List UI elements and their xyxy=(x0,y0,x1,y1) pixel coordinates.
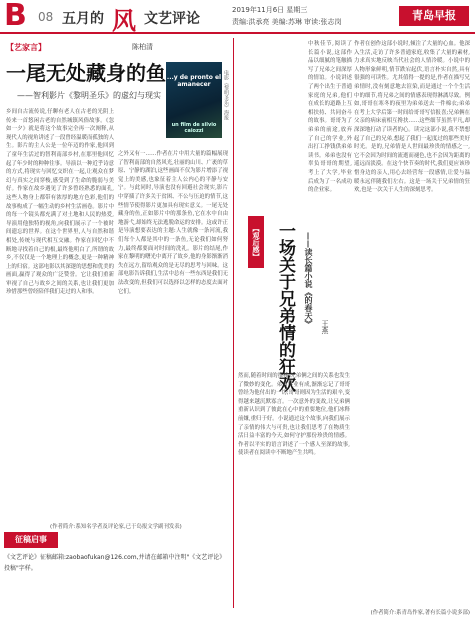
right-article-column-1: 中秋佳节,阅读了长篇小说,这部作品以细腻的笔触描写了兄弟之间深厚的情谊。小说讲述了两个出生于普通家庭的兄弟,他们在成长的道路上互相扶持、共同奋斗的故事。哥哥为了弟弟的前途,放弃了自己的学业,外出打工挣钱供弟弟读书。弟弟也没有辜负哥哥的期望,考上了大学,毕业后成为了一名成功的企业家。 xyxy=(308,41,352,194)
right-article-author: 王燕 xyxy=(321,320,329,334)
article-title: 一尾无处藏身的鱼 xyxy=(6,61,166,85)
article-tag: 【艺家言】 xyxy=(6,43,46,52)
call-for-submissions xyxy=(4,532,230,584)
page-name: 五月的 xyxy=(62,11,104,27)
article-author: 陈柏清 xyxy=(132,43,153,51)
notice-label: 征稿启事 xyxy=(4,532,58,548)
poster-credit: un film de silvio caiozzi xyxy=(171,122,217,134)
right-article-subtitle: ——读长篇小说《的春天》 xyxy=(304,232,313,328)
section-letter: B xyxy=(4,0,27,33)
article-body-column-2: 之外又有一……作者在片中用大量的篇幅展现了智利南部的自然风光,壮丽的山川、广袤的草原、宁静的湖泊,这些画面不仅为影片增添了视觉上的美感,也象征着主人公内心的平静与安宁。与此同时,导演也没有回避社会现实,影片中穿插了许多关于贫困、不公与压迫的情节,这些情节使得影片更加具有现实意义。一尾无处藏身的鱼,正如影片中的那条鱼,它在水中自由地游弋,却始终无法逃脱命运的安排。这或许正是导演想要表达的主题:人生就像一条河流,我们每个人都是其中的一条鱼,无论我们如何努力,最终都要面对时间的洗礼。影片的结尾,作家在黎明的曙光中离开了故乡,他的身影渐渐消失在远方,留给观众的是无尽的思考与回味。这部电影告诉我们,生活中总有一些东西是我们无法改变的,但我们可以选择以怎样的态度去面对它们。 xyxy=(118,151,228,295)
poster-title: ...y de pronto el amanecer xyxy=(166,74,222,88)
newspaper-logo: 青岛早报 xyxy=(399,6,469,26)
article-subtitle: ——智利影片《黎明圣乐》的虚幻与现实 xyxy=(17,91,161,100)
right-author-note: (作者简介:系青岛作家,著有长篇小说多部) xyxy=(370,610,470,616)
right-article-tag: 【观后感】 xyxy=(248,216,264,268)
page-header xyxy=(0,0,475,34)
article-body-column-1: 乡间自古流传说,仔聊有老人在古老的光阴上传来一首悠闲古老的自然城镇风俗故事。《忽如一夕》就是将这个故事完全再一次阐释,从现代人的视角讲述了一段曾经温暖而孤独的人生。影片的主人公是一位年迈的作家,他回到了童年生活过的智利南部乡村,在那里他回忆起了年少时的种种往事。导演以一种近乎诗意的方式,将现实与回忆交织在一起,让观众在梦幻与真实之间穿梭,感受到了生命的脆弱与美好。作家在故乡遇见了许多曾经熟悉的面孔,这些人物身上都带有浓厚的地方色彩,他们的故事构成了一幅生动的乡村生活画卷。影片中的每一个镜头都充满了对土地和人民的热爱,导演用他独特的视角,向我们展示了一个被时间遗忘的世界。在这个世界里,人与自然和谐相处,传统与现代相互交融。作家在回忆中不断地寻找着自己的根,最终他明白了,所谓的故乡,不仅仅是一个地理上的概念,更是一种精神上的归宿。这部电影以其深邃的思想和优美的画面,赢得了观众的广泛赞誉。它让我们重新审视了自己与故乡之间的关系,也让我们更加珍惜那些曾经陪伴我们走过的人和事。 xyxy=(6,109,114,296)
author-note: (作者简介:系知名学者及评论家,已于岛报文学副刊发表) xyxy=(50,524,182,530)
poster-caption: 电影《黎明圣乐》海报 xyxy=(223,70,229,120)
page-name-suffix: 文艺评论 xyxy=(144,11,200,27)
right-article-column-2: 然而,随着时间的推移,兄弟俩之间的关系也发生了微妙的变化。弟弟事业有成,渐渐忘记了哥哥曾经为他付出的一切;哥哥则因为生活的艰辛,变得越来越沉默寡言。一次意外的变故,让兄弟俩重新认识到了彼此在心中的重要地位,他们冰释前嫌,重归于好。小说通过这个故事,向我们展示了亲情的伟大与可贵,也让我们思考了在物质生活日益丰富的今天,如何守护那份珍贵的情感。作者以平实的语言讲述了一个感人至深的故事,使读者在阅读中不断地产生共鸣。 xyxy=(238,373,350,457)
issue-date: 2019年11月6日 星期三 xyxy=(232,6,308,14)
movie-poster-image xyxy=(166,62,222,138)
page-number: 08 xyxy=(38,10,54,24)
page-name-feng: 风 xyxy=(112,6,136,35)
notice-text: 《文艺评论》征稿邮箱:zaobaofukan@126.com,并请在邮箱中注明"《文艺评论》投稿"字样。 xyxy=(4,554,226,572)
editors-line: 责编:洪承亮 美编:苏琳 审读:张志岗 xyxy=(232,18,342,26)
column-divider xyxy=(233,38,234,608)
right-article-title: 一场关于兄弟情的狂欢 xyxy=(275,222,295,392)
right-article-column-3: 作者在创作这部小说时,倾注了大量的心血。他深入生活,走访了许多普通家庭,收集了大量的素材,力求真实地反映当代社会的人情冷暖。小说中的人物形象鲜明,情节跌宕起伏,语言朴实自然,具有很强的可读性。尤其值得一提的是,作者在描写兄弟情时,没有刻意地去渲染,而是通过一个个生活中的细节,将兄弟之间的情感表现得淋漓尽致。例如,哥哥在寒冬的夜里为弟弟送去一件棉衣;弟弟在考上大学后第一时间给哥哥写信报喜;兄弟俩在父亲的病床前相互搀扶……这些细节虽然平凡,却深深地打动了读者的心。读完这部小说,我不禁想起了自己的兄弟,想起了我们一起度过的那些美好时光。是的,兄弟情是人世间最珍贵的情感之一,它不会因为时间的流逝而褪色,也不会因为距离的遥远而淡漠。在这个快节奏的时代,我们更应该珍惜身边的亲人,用心去经营每一段感情,让爱与温暖永远伴随我们左右。这是一场关于兄弟情的狂欢,也是一次关于人生的深刻思考。 xyxy=(354,41,470,194)
